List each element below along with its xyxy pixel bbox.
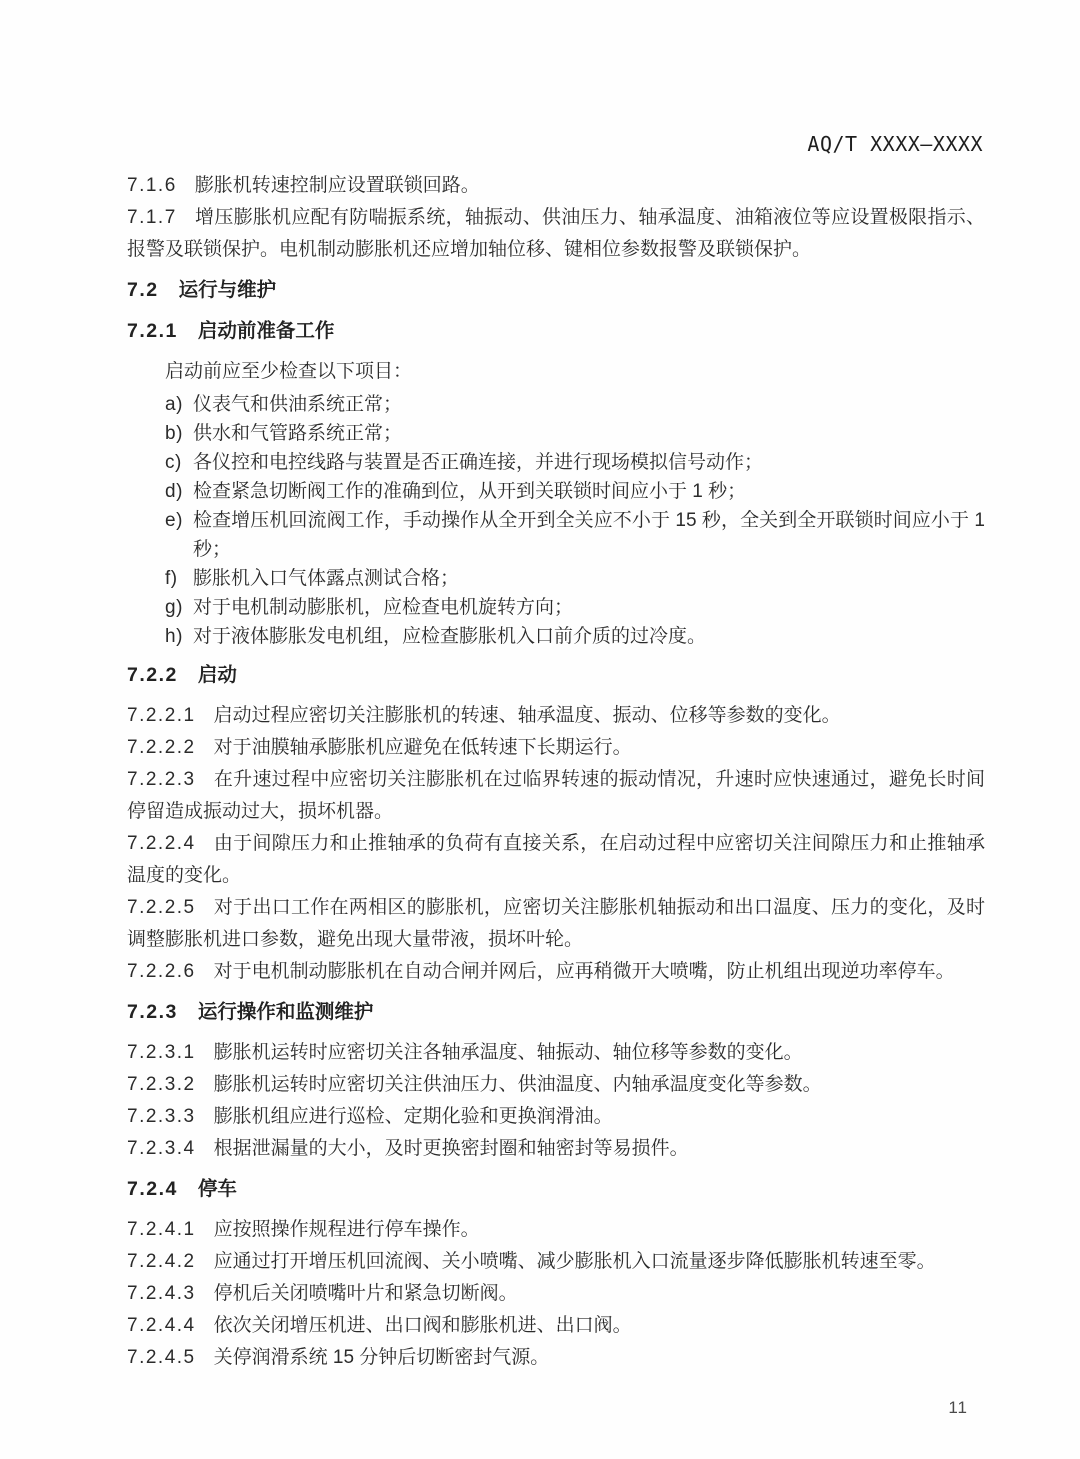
clause-7.2.3.2 [127, 1069, 985, 1101]
list-item-marker: h) [165, 626, 183, 647]
section-heading-7.2.2 [127, 659, 985, 692]
standard-code-header: AQ/T XXXX—XXXX [807, 132, 983, 156]
section-title: 启动 [197, 664, 237, 686]
clause-text: 增压膨胀机应配有防喘振系统，轴振动、供油压力、轴承温度、油箱液位等应设置极限指示、报警及联锁保护。电机制动膨胀机还应增加轴位移、键相位参数报警及联锁保护。 [127, 207, 985, 260]
section-title: 停车 [197, 1178, 237, 1200]
section-title: 启动前准备工作 [197, 320, 335, 342]
section-heading-7.2 [127, 274, 985, 307]
list-item-marker: a) [165, 394, 183, 415]
clause-number: 7.2.3.1 [127, 1042, 196, 1063]
clause-7.2.2.4 [127, 828, 985, 892]
page-number: 11 [948, 1398, 968, 1417]
list-item-text: 各仪控和电控线路与装置是否正确连接，并进行现场模拟信号动作； [193, 452, 764, 473]
list-item-g [127, 593, 985, 622]
section-heading-7.2.3 [127, 996, 985, 1029]
clause-number: 7.2.4.4 [127, 1315, 196, 1336]
clause-text: 应按照操作规程进行停车操作。 [213, 1219, 480, 1240]
list-item-text: 供水和气管路系统正常； [193, 423, 403, 444]
list-item-text: 仪表气和供油系统正常； [193, 394, 403, 415]
clause-text: 对于电机制动膨胀机在自动合闸并网后，应再稍微开大喷嘴，防止机组出现逆功率停车。 [213, 961, 955, 982]
clause-7.2.3.3 [127, 1101, 985, 1133]
clause-7.2.4.4 [127, 1310, 985, 1342]
clause-text: 在升速过程中应密切关注膨胀机在过临界转速的振动情况，升速时应快速通过，避免长时间停留造成振动过大，损坏机器。 [127, 769, 985, 822]
clause-number: 7.2.4.2 [127, 1251, 196, 1272]
clause-7.1.6 [127, 170, 985, 202]
clause-text: 启动过程应密切关注膨胀机的转速、轴承温度、振动、位移等参数的变化。 [213, 705, 841, 726]
list-intro-text: 启动前应至少检查以下项目： [165, 361, 413, 382]
clause-text: 膨胀机组应进行巡检、定期化验和更换润滑油。 [213, 1106, 613, 1127]
list-item-c [127, 448, 985, 477]
clause-number: 7.2.4.1 [127, 1219, 196, 1240]
list-item-b [127, 419, 985, 448]
clause-number: 7.2.3.3 [127, 1106, 196, 1127]
clause-7.2.2.5 [127, 892, 985, 956]
clause-number: 7.2.2.2 [127, 737, 196, 758]
clause-7.2.3.4 [127, 1133, 985, 1165]
document-body [127, 170, 985, 1374]
clause-text: 由于间隙压力和止推轴承的负荷有直接关系，在启动过程中应密切关注间隙压力和止推轴承温度的变化。 [127, 833, 985, 886]
list-item-text: 检查增压机回流阀工作，手动操作从全开到全关应不小于 15 秒，全关到全开联锁时间应小于 1 秒； [193, 510, 985, 560]
section-title: 运行与维护 [178, 279, 277, 301]
clause-7.1.7 [127, 202, 985, 266]
clause-number: 7.2.2.4 [127, 833, 196, 854]
list-item-marker: c) [165, 452, 182, 473]
section-number: 7.2 [127, 279, 159, 301]
clause-number: 7.2.3.4 [127, 1138, 196, 1159]
list-item-text: 对于电机制动膨胀机，应检查电机旋转方向； [193, 597, 574, 618]
list-item-marker: g) [165, 597, 183, 618]
list-item-marker: b) [165, 423, 183, 444]
clause-number: 7.1.7 [127, 207, 177, 228]
clause-text: 膨胀机运转时应密切关注供油压力、供油温度、内轴承温度变化等参数。 [213, 1074, 822, 1095]
clause-number: 7.2.2.5 [127, 897, 196, 918]
list-item-marker: e) [165, 510, 183, 531]
clause-text: 膨胀机转速控制应设置联锁回路。 [194, 175, 480, 196]
clause-number: 7.2.4.3 [127, 1283, 196, 1304]
clause-text: 对于油膜轴承膨胀机应避免在低转速下长期运行。 [213, 737, 632, 758]
list-item-a [127, 390, 985, 419]
clause-number: 7.1.6 [127, 175, 177, 196]
list-item-text: 检查紧急切断阀工作的准确到位，从开到关联锁时间应小于 1 秒； [193, 481, 747, 502]
section-number: 7.2.2 [127, 664, 178, 686]
clause-7.2.4.2 [127, 1246, 985, 1278]
section-number: 7.2.4 [127, 1178, 178, 1200]
clause-text: 依次关闭增压机进、出口阀和膨胀机进、出口阀。 [213, 1315, 632, 1336]
clause-7.2.4.5 [127, 1342, 985, 1374]
clause-text: 膨胀机运转时应密切关注各轴承温度、轴振动、轴位移等参数的变化。 [213, 1042, 803, 1063]
clause-7.2.2.3 [127, 764, 985, 828]
list-item-f [127, 564, 985, 593]
clause-number: 7.2.3.2 [127, 1074, 196, 1095]
clause-text: 停机后关闭喷嘴叶片和紧急切断阀。 [213, 1283, 518, 1304]
section-heading-7.2.4 [127, 1173, 985, 1206]
clause-text: 根据泄漏量的大小，及时更换密封圈和轴密封等易损件。 [213, 1138, 689, 1159]
clause-7.2.2.1 [127, 700, 985, 732]
clause-number: 7.2.2.3 [127, 769, 196, 790]
clause-7.2.3.1 [127, 1037, 985, 1069]
list-item-e [127, 506, 985, 564]
clause-text: 应通过打开增压机回流阀、关小喷嘴、减少膨胀机入口流量逐步降低膨胀机转速至零。 [213, 1251, 936, 1272]
section-number: 7.2.3 [127, 1001, 178, 1023]
clause-7.2.2.2 [127, 732, 985, 764]
list-item-text: 膨胀机入口气体露点测试合格； [193, 568, 460, 589]
list-item-h [127, 622, 985, 651]
list-item-marker: f) [165, 568, 178, 589]
clause-number: 7.2.4.5 [127, 1347, 196, 1368]
clause-text: 关停润滑系统 15 分钟后切断密封气源。 [213, 1347, 550, 1368]
clause-text: 对于出口工作在两相区的膨胀机，应密切关注膨胀机轴振动和出口温度、压力的变化，及时调整膨胀机进口参数，避免出现大量带液，损坏叶轮。 [127, 897, 985, 950]
clause-number: 7.2.2.1 [127, 705, 196, 726]
section-heading-7.2.1 [127, 315, 985, 348]
clause-7.2.4.3 [127, 1278, 985, 1310]
list-item-d [127, 477, 985, 506]
clause-number: 7.2.2.6 [127, 961, 196, 982]
section-number: 7.2.1 [127, 320, 178, 342]
list-item-marker: d) [165, 481, 183, 502]
clause-7.2.4.1 [127, 1214, 985, 1246]
section-title: 运行操作和监测维护 [197, 1001, 374, 1023]
list-item-text: 对于液体膨胀发电机组，应检查膨胀机入口前介质的过冷度。 [193, 626, 707, 647]
clause-7.2.2.6 [127, 956, 985, 988]
